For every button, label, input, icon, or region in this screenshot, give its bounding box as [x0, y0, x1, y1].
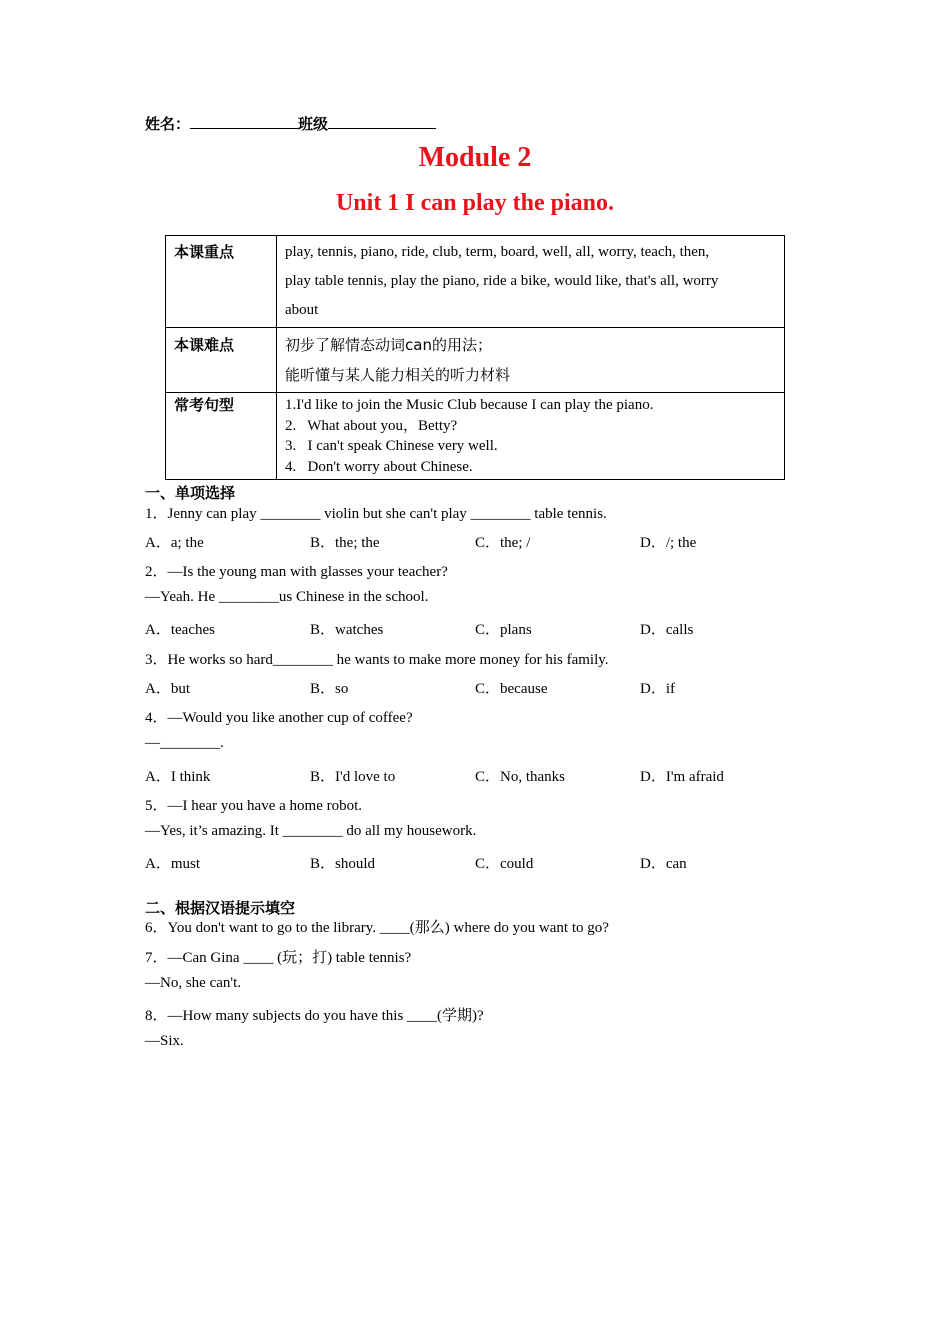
question-4: 4．—Would you like another cup of coffee?: [145, 710, 413, 726]
option-c[interactable]: C．No, thanks: [475, 769, 566, 785]
option-a[interactable]: A．but: [145, 681, 191, 697]
content-line: about: [285, 302, 319, 318]
row-label: 本课难点: [166, 328, 277, 393]
option-d[interactable]: D．calls: [640, 622, 694, 638]
content-line: 1.I'd like to join the Music Club because I can play the piano.: [285, 397, 654, 413]
question-8: 8．—How many subjects do you have this ____(学期)?: [145, 1008, 484, 1024]
question-4-line2: —________.: [145, 735, 224, 751]
question-5: 5．—I hear you have a home robot.: [145, 798, 363, 814]
row-content: [277, 393, 785, 480]
section1-title: 一、单项选择: [145, 484, 236, 502]
option-a[interactable]: A．must: [145, 856, 201, 872]
option-a[interactable]: A．teaches: [145, 622, 215, 638]
option-b[interactable]: B．watches: [310, 622, 384, 638]
row-label: 本课重点: [166, 236, 277, 328]
option-d[interactable]: D．if: [640, 681, 675, 697]
row-label: 常考句型: [166, 393, 277, 480]
module-title: Module 2: [418, 142, 532, 173]
class-label: 班级: [298, 115, 329, 133]
name-class-line: [145, 113, 436, 134]
row-content: [277, 328, 785, 393]
option-d[interactable]: D．can: [640, 856, 687, 872]
table-row: [166, 236, 785, 328]
option-d[interactable]: D．I'm afraid: [640, 769, 724, 785]
question-8-answer: —Six.: [145, 1033, 184, 1049]
class-blank[interactable]: [328, 114, 436, 129]
option-c[interactable]: C．plans: [475, 622, 532, 638]
content-line: 4. Don't worry about Chinese.: [285, 458, 473, 475]
row-content: [277, 236, 785, 328]
question-7-answer: —No, she can't.: [145, 975, 242, 991]
content-line: play, tennis, piano, ride, club, term, board, well, all, worry, teach, then,: [285, 244, 710, 260]
name-label: 姓名：: [145, 115, 191, 133]
content-line: play table tennis, play the piano, ride a bike, would like, that's all, worry: [285, 273, 719, 289]
option-b[interactable]: B．so: [310, 681, 349, 697]
question-5-line2: —Yes, it’s amazing. It ________ do all my housework.: [145, 823, 477, 839]
option-b[interactable]: B．I'd love to: [310, 769, 396, 785]
option-c[interactable]: C．because: [475, 681, 548, 697]
option-b[interactable]: B．should: [310, 856, 376, 872]
option-c[interactable]: C．the; /: [475, 535, 531, 551]
unit-title: Unit 1 I can play the piano.: [335, 190, 615, 216]
table-row: [166, 393, 785, 480]
content-line: 初步了解情态动词can的用法；: [285, 336, 492, 354]
option-c[interactable]: C．could: [475, 856, 534, 872]
name-blank[interactable]: [190, 114, 298, 129]
option-b[interactable]: B．the; the: [310, 535, 380, 551]
content-line: 3. I can't speak Chinese very well.: [285, 438, 498, 454]
question-2-line2: —Yeah. He ________us Chinese in the school.: [145, 589, 429, 605]
question-1: 1．Jenny can play ________ violin but she can't play ________ table tennis.: [145, 506, 607, 522]
question-7: 7．—Can Gina ____ (玩；打) table tennis?: [145, 950, 412, 966]
option-d[interactable]: D．/; the: [640, 535, 697, 551]
content-line: 能听懂与某人能力相关的听力材料: [285, 366, 511, 384]
question-6: 6．You don't want to go to the library. ____(那么) where do you want to go?: [145, 920, 609, 936]
question-2: 2．—Is the young man with glasses your teacher?: [145, 564, 448, 580]
question-3: 3．He works so hard________ he wants to make more money for his family.: [145, 652, 609, 668]
lesson-info-table: [165, 235, 785, 480]
content-line: 2. What about you，Betty?: [285, 417, 458, 434]
option-a[interactable]: A．I think: [145, 769, 211, 785]
option-a[interactable]: A．a; the: [145, 535, 204, 551]
section2-title: 二、根据汉语提示填空: [145, 899, 296, 917]
table-row: [166, 328, 785, 393]
